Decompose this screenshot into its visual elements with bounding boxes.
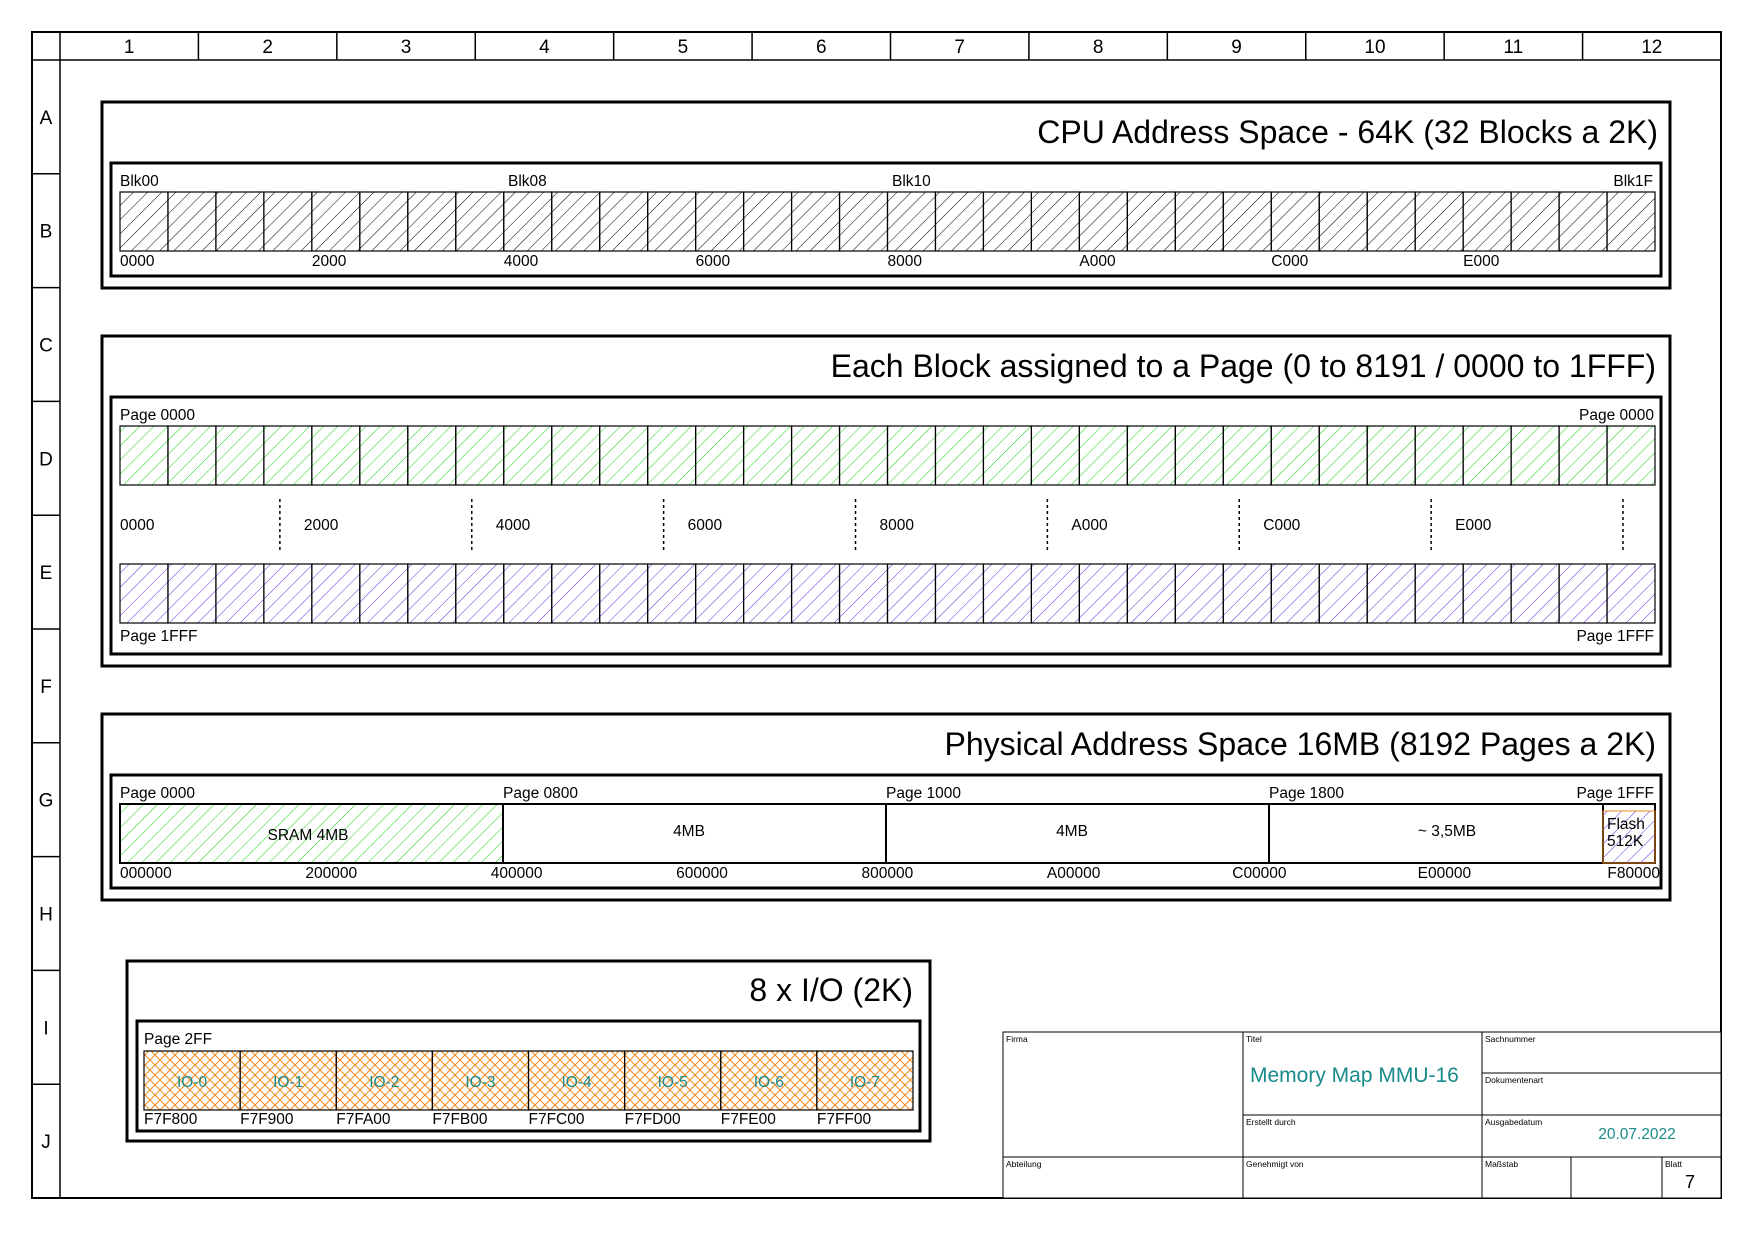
page-1fff-block	[600, 564, 648, 623]
page-address-dashed-dividers	[280, 499, 1623, 552]
grid-row-label: J	[41, 1132, 51, 1154]
page-0000-block	[935, 426, 983, 485]
page-0000-block	[696, 426, 744, 485]
grid-row-label: H	[39, 904, 53, 926]
dokumentenart-label: Dokumentenart	[1485, 1075, 1544, 1085]
physical-page-label-0000: Page 0000	[120, 785, 195, 802]
cpu-label-blk1f: Blk1F	[1613, 173, 1653, 190]
cpu-block	[1511, 192, 1559, 251]
cpu-block	[1271, 192, 1319, 251]
page-0000-block	[1127, 426, 1175, 485]
page-1fff-block-strip	[120, 564, 1655, 623]
io-address-label: F7F900	[240, 1111, 294, 1128]
titel-value: Memory Map MMU-16	[1250, 1064, 1459, 1087]
cpu-block-strip	[120, 192, 1655, 251]
io-block-label: IO-2	[369, 1074, 400, 1091]
cpu-block	[1031, 192, 1079, 251]
page-0000-block	[1415, 426, 1463, 485]
page-0000-block	[168, 426, 216, 485]
io-address-label: F7FE00	[720, 1111, 776, 1128]
page-1fff-block	[792, 564, 840, 623]
page-1fff-block	[456, 564, 504, 623]
page-1fff-block	[408, 564, 456, 623]
cpu-block	[744, 192, 792, 251]
flash-label-line2: 512K	[1607, 833, 1644, 850]
io-address-label: F7FA00	[336, 1111, 391, 1128]
page-0000-block	[840, 426, 888, 485]
io-panel	[127, 961, 930, 1141]
physical-address-label: 800000	[861, 865, 914, 882]
page-1fff-block	[983, 564, 1031, 623]
cpu-address-label: 0000	[120, 253, 155, 270]
title-block	[1003, 1032, 1721, 1198]
page-0000-block	[792, 426, 840, 485]
page-1fff-block	[1223, 564, 1271, 623]
cpu-label-blk08: Blk08	[508, 173, 547, 190]
page-0000-block	[312, 426, 360, 485]
io-page-label: Page 2FF	[144, 1031, 213, 1048]
pages-title: Each Block assigned to a Page (0 to 8191 / 0000 to 1FFF)	[830, 348, 1656, 384]
cpu-address-space-panel	[102, 102, 1670, 288]
titel-label: Titel	[1246, 1034, 1262, 1044]
page-0000-block	[456, 426, 504, 485]
page-0000-block	[408, 426, 456, 485]
cpu-address-labels	[120, 253, 1500, 270]
page-1fff-block	[1031, 564, 1079, 623]
page-1fff-block	[1463, 564, 1511, 623]
cpu-block	[216, 192, 264, 251]
cpu-block	[552, 192, 600, 251]
page-0000-block	[648, 426, 696, 485]
page-1fff-block	[216, 564, 264, 623]
page-1fff-block	[648, 564, 696, 623]
page-0000-block-strip	[120, 426, 1655, 485]
page-0000-block	[1319, 426, 1367, 485]
cpu-block	[1607, 192, 1655, 251]
physical-page-label-1800: Page 1800	[1269, 785, 1344, 802]
cpu-label-blk00: Blk00	[120, 173, 159, 190]
cpu-address-label: E000	[1463, 253, 1500, 270]
page-0000-block	[504, 426, 552, 485]
massstab-label: Maßstab	[1485, 1159, 1519, 1169]
page-1fff-block	[1319, 564, 1367, 623]
physical-address-label: E00000	[1417, 865, 1472, 882]
cpu-block	[504, 192, 552, 251]
io-address-label: F7FD00	[624, 1111, 681, 1128]
io-block-label: IO-3	[465, 1074, 496, 1091]
grid-column-label: 2	[262, 37, 273, 58]
page-address-labels	[120, 517, 1492, 534]
cpu-block	[792, 192, 840, 251]
page-1fff-block	[504, 564, 552, 623]
cpu-block	[1223, 192, 1271, 251]
page-0000-block	[1031, 426, 1079, 485]
page-0000-block	[1559, 426, 1607, 485]
abteilung-label: Abteilung	[1006, 1159, 1042, 1169]
pages-label-top-right: Page 0000	[1579, 407, 1654, 424]
genehmigt-label: Genehmigt von	[1246, 1159, 1304, 1169]
physical-page-label-1fff: Page 1FFF	[1576, 785, 1654, 802]
page-0000-block	[600, 426, 648, 485]
physical-page-label-1000: Page 1000	[886, 785, 961, 802]
page-1fff-block	[1367, 564, 1415, 623]
page-0000-block	[1271, 426, 1319, 485]
erstellt-label: Erstellt durch	[1246, 1117, 1296, 1127]
page-1fff-block	[935, 564, 983, 623]
cpu-block	[983, 192, 1031, 251]
page-1fff-block	[312, 564, 360, 623]
sram-segment-label: SRAM 4MB	[267, 827, 349, 844]
page-0000-block	[1223, 426, 1271, 485]
segment-3-5mb-label: ~ 3,5MB	[1417, 823, 1477, 840]
firma-label: Firma	[1006, 1034, 1028, 1044]
grid-row-label: C	[39, 335, 53, 357]
io-address-label: F7F800	[144, 1111, 198, 1128]
physical-page-label-0800: Page 0800	[503, 785, 578, 802]
page-1fff-block	[840, 564, 888, 623]
cpu-block	[648, 192, 696, 251]
physical-address-label: 200000	[305, 865, 358, 882]
cpu-block	[264, 192, 312, 251]
grid-column-label: 8	[1092, 37, 1104, 58]
page-1fff-block	[1175, 564, 1223, 623]
page-address-label: 2000	[303, 517, 339, 534]
page-1fff-block	[1127, 564, 1175, 623]
grid-column-label: 1	[123, 37, 135, 58]
page-1fff-block	[1271, 564, 1319, 623]
grid-column-label: 7	[954, 37, 965, 58]
page-1fff-block	[264, 564, 312, 623]
page-0000-block	[216, 426, 264, 485]
page-0000-block	[1511, 426, 1559, 485]
physical-address-space-panel	[102, 714, 1670, 900]
pages-label-bottom-right: Page 1FFF	[1576, 628, 1654, 645]
io-address-labels	[144, 1111, 872, 1128]
physical-address-label: C00000	[1232, 865, 1287, 882]
cpu-address-label: 6000	[695, 253, 731, 270]
cpu-block	[360, 192, 408, 251]
sachnummer-label: Sachnummer	[1485, 1034, 1536, 1044]
grid-column-label: 10	[1364, 37, 1386, 58]
page-1fff-block	[744, 564, 792, 623]
cpu-address-label: 8000	[887, 253, 922, 270]
page-1fff-block	[1607, 564, 1655, 623]
io-address-label: F7FC00	[528, 1111, 585, 1128]
page-address-label: 0000	[120, 517, 155, 534]
blatt-value: 7	[1684, 1172, 1696, 1192]
segment-4mb-a-label: 4MB	[673, 823, 705, 840]
page-assignment-panel	[102, 336, 1670, 666]
page-address-label: 4000	[495, 517, 531, 534]
grid-column-label: 12	[1641, 37, 1663, 58]
grid-row-label: G	[38, 790, 54, 812]
cpu-block	[840, 192, 888, 251]
page-0000-block	[983, 426, 1031, 485]
io-address-label: F7FB00	[432, 1111, 488, 1128]
physical-address-label: A00000	[1046, 865, 1101, 882]
pages-label-bottom-left: Page 1FFF	[120, 628, 198, 645]
page-1fff-block	[1079, 564, 1127, 623]
cpu-block	[1415, 192, 1463, 251]
page-0000-block	[264, 426, 312, 485]
cpu-block	[1367, 192, 1415, 251]
page-address-label: E000	[1455, 517, 1492, 534]
blatt-label: Blatt	[1665, 1159, 1683, 1169]
cpu-address-label: C000	[1271, 253, 1309, 270]
physical-address-label: F80000	[1607, 865, 1660, 882]
io-block-label: IO-5	[657, 1074, 688, 1091]
io-block-label: IO-7	[849, 1074, 881, 1091]
grid-row-label: B	[39, 221, 53, 243]
page-1fff-block	[120, 564, 168, 623]
grid-row-label: E	[39, 563, 53, 585]
cpu-address-label: A000	[1079, 253, 1116, 270]
cpu-block	[1127, 192, 1175, 251]
ausgabedatum-value: 20.07.2022	[1598, 1126, 1676, 1143]
io-title: 8 x I/O (2K)	[749, 972, 913, 1008]
pages-label-top-left: Page 0000	[120, 407, 195, 424]
ausgabedatum-label: Ausgabedatum	[1485, 1117, 1543, 1127]
grid-column-label: 6	[816, 37, 827, 58]
grid-column-label: 3	[400, 37, 412, 58]
cpu-block	[1559, 192, 1607, 251]
segment-4mb-b-label: 4MB	[1056, 823, 1088, 840]
cpu-block	[120, 192, 168, 251]
page-1fff-block	[888, 564, 936, 623]
cpu-block	[600, 192, 648, 251]
physical-title: Physical Address Space 16MB (8192 Pages a 2K)	[944, 726, 1656, 762]
grid-column-label: 5	[677, 37, 689, 58]
page-1fff-block	[696, 564, 744, 623]
physical-address-label: 000000	[120, 865, 172, 882]
page-1fff-block	[1559, 564, 1607, 623]
grid-row-label: I	[43, 1018, 49, 1040]
physical-address-labels	[120, 865, 1660, 882]
cpu-address-label: 4000	[503, 253, 539, 270]
cpu-block	[1319, 192, 1367, 251]
physical-address-label: 600000	[676, 865, 728, 882]
page-0000-block	[552, 426, 600, 485]
grid-row-label: A	[39, 107, 53, 129]
cpu-block	[935, 192, 983, 251]
page-address-label: 6000	[687, 517, 723, 534]
page-0000-block	[120, 426, 168, 485]
page-1fff-block	[1415, 564, 1463, 623]
page-address-label: C000	[1263, 517, 1301, 534]
cpu-title: CPU Address Space - 64K (32 Blocks a 2K)	[1037, 114, 1658, 150]
grid-column-label: 11	[1503, 37, 1524, 58]
io-block-label: IO-0	[176, 1074, 208, 1091]
io-address-label: F7FF00	[816, 1111, 872, 1128]
cpu-block	[168, 192, 216, 251]
io-block-label: IO-6	[753, 1074, 784, 1091]
page-0000-block	[744, 426, 792, 485]
cpu-block	[888, 192, 936, 251]
grid-row-label: D	[39, 449, 53, 471]
cpu-block	[1079, 192, 1127, 251]
grid-column-ruler	[124, 32, 1662, 60]
cpu-block	[1175, 192, 1223, 251]
grid-column-label: 9	[1231, 37, 1242, 58]
page-0000-block	[888, 426, 936, 485]
page-1fff-block	[360, 564, 408, 623]
cpu-label-blk10: Blk10	[892, 173, 931, 190]
cpu-address-label: 2000	[311, 253, 347, 270]
page-0000-block	[1079, 426, 1127, 485]
io-block-label: IO-1	[273, 1074, 304, 1091]
page-0000-block	[1175, 426, 1223, 485]
page-0000-block	[360, 426, 408, 485]
page-0000-block	[1367, 426, 1415, 485]
cpu-block	[456, 192, 504, 251]
io-block-strip	[144, 1051, 913, 1110]
grid-row-ruler	[32, 108, 60, 1153]
cpu-block	[312, 192, 360, 251]
page-address-label: 8000	[879, 517, 914, 534]
grid-column-label: 4	[539, 37, 550, 58]
page-0000-block	[1607, 426, 1655, 485]
grid-row-label: F	[40, 676, 52, 698]
page-0000-block	[1463, 426, 1511, 485]
page-address-label: A000	[1071, 517, 1108, 534]
page-1fff-block	[168, 564, 216, 623]
cpu-block	[696, 192, 744, 251]
flash-label-line1: Flash	[1607, 816, 1645, 833]
page-1fff-block	[552, 564, 600, 623]
page-1fff-block	[1511, 564, 1559, 623]
cpu-block	[1463, 192, 1511, 251]
io-block-label: IO-4	[561, 1074, 592, 1091]
cpu-block	[408, 192, 456, 251]
physical-address-label: 400000	[490, 865, 543, 882]
